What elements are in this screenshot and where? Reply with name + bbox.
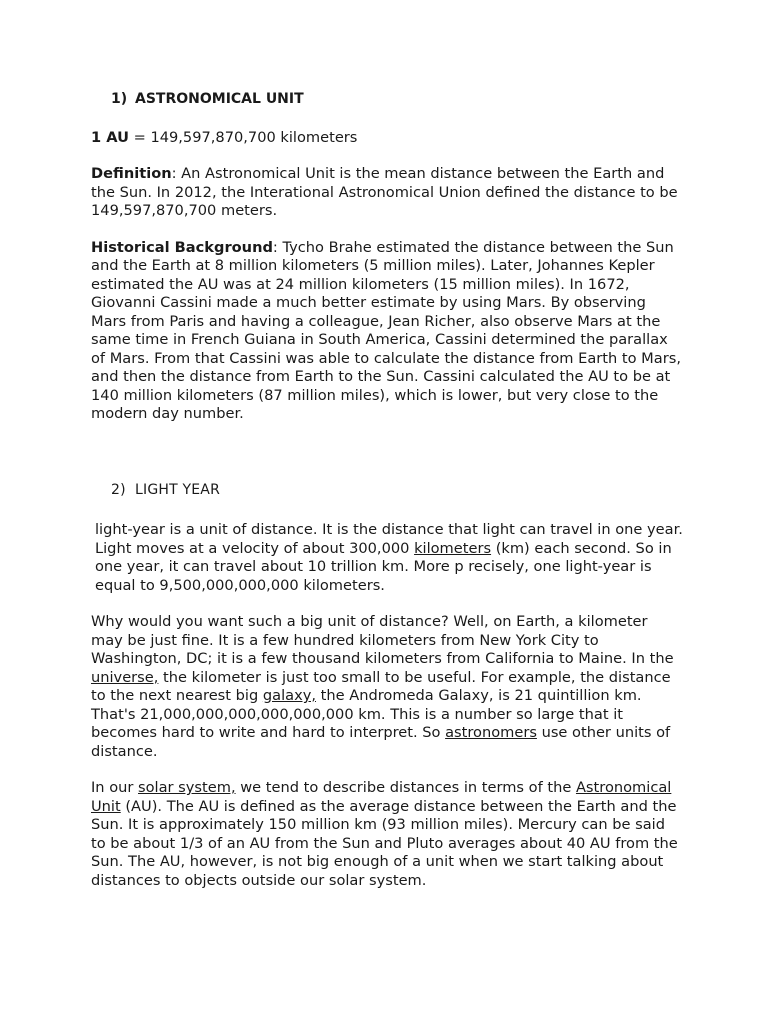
- text-run: we tend to describe distances in terms of the: [235, 779, 576, 796]
- section-title: LIGHT YEAR: [135, 481, 221, 498]
- historical-background-paragraph: [91, 239, 683, 424]
- link-kilometers[interactable]: kilometers: [414, 539, 492, 557]
- definition-text: : An Astronomical Unit is the mean distance between the Earth and the Sun. In 2012, the Interational Astronomical Union defined the distance to be 149,597,870,700 meters.: [91, 165, 678, 219]
- light-year-paragraph-1: [91, 521, 683, 595]
- link-astronomers[interactable]: astronomers: [445, 724, 537, 741]
- text-run: the kilometer is just too small to be useful. For example, the distance to the next nearest big: [91, 668, 671, 704]
- section-number: 1): [111, 91, 128, 107]
- text-run: (km) each second. So in one year, it can travel about 10 trillion km. More p recisely, one light-year is equal to 9,500,000,000,000 kilometers.: [95, 539, 672, 594]
- text-run: In our: [91, 779, 139, 796]
- au-value-line: [91, 129, 683, 148]
- section-heading-light-year: [111, 481, 683, 500]
- section-heading-astronomical-unit: [111, 90, 683, 109]
- history-text: : Tycho Brahe estimated the distance between the Sun and the Earth at 8 million kilometers (5 million miles). Later, Johannes Kepler estimated the AU was at 24 million kilometers (15 million miles). In 1672, Giovanni Cassini made a much better estimate by using Mars. By observing Mars from Paris and having a colleague, Jean Richer, also observe Mars at the same time in French Guiana in South America, Cassini determined the parallax of Mars. From that Cassini was able to calculate the distance from Earth to Mars, and then the distance from Earth to the Sun. Cassini calculated the AU to be at 140 million kilometers (87 million miles), which is lower, but very close to the modern day number.: [91, 238, 681, 422]
- light-year-paragraph-3: [91, 779, 683, 890]
- document-body: [91, 90, 683, 890]
- history-label: Historical Background: [91, 238, 273, 256]
- link-astronomical-unit[interactable]: Astronomical Unit: [91, 779, 672, 815]
- text-run: use other units of distance.: [91, 724, 671, 760]
- text-run: (AU). The AU is defined as the average distance between the Earth and the Sun. It is approximately 150 million km (93 million miles). Mercury can be said to be about 1/3 of an AU from the Sun and Pluto averages about 40 AU from the Sun. The AU, however, is not big enough of a unit when we start talking about distances to objects outside our solar system.: [91, 797, 678, 889]
- section-number: 2): [111, 481, 126, 498]
- link-galaxy[interactable]: galaxy,: [262, 687, 316, 704]
- au-value: = 149,597,870,700 kilometers: [128, 128, 358, 146]
- au-label: 1 AU: [91, 128, 129, 146]
- section-title: ASTRONOMICAL UNIT: [135, 91, 304, 107]
- definition-label: Definition: [91, 165, 172, 182]
- text-run: the Andromeda Galaxy, is 21 quintillion km. That's 21,000,000,000,000,000,000 km. This is a number so large that it becomes hard to write and hard to interpret. So: [91, 687, 642, 741]
- text-run: light-year is a unit of distance. It is the distance that light can travel in one year. Light moves at a velocity of about 300,000: [95, 521, 683, 557]
- text-run: Why would you want such a big unit of distance? Well, on Earth, a kilometer may be just fine. It is a few hundred kilometers from New York City to Washington, DC; it is a few thousand kilometers from California to Maine. In the: [91, 613, 674, 667]
- light-year-paragraph-2: [91, 613, 683, 761]
- definition-paragraph: [91, 165, 683, 221]
- link-solar-system[interactable]: solar system,: [138, 779, 236, 796]
- link-universe[interactable]: universe,: [91, 668, 159, 686]
